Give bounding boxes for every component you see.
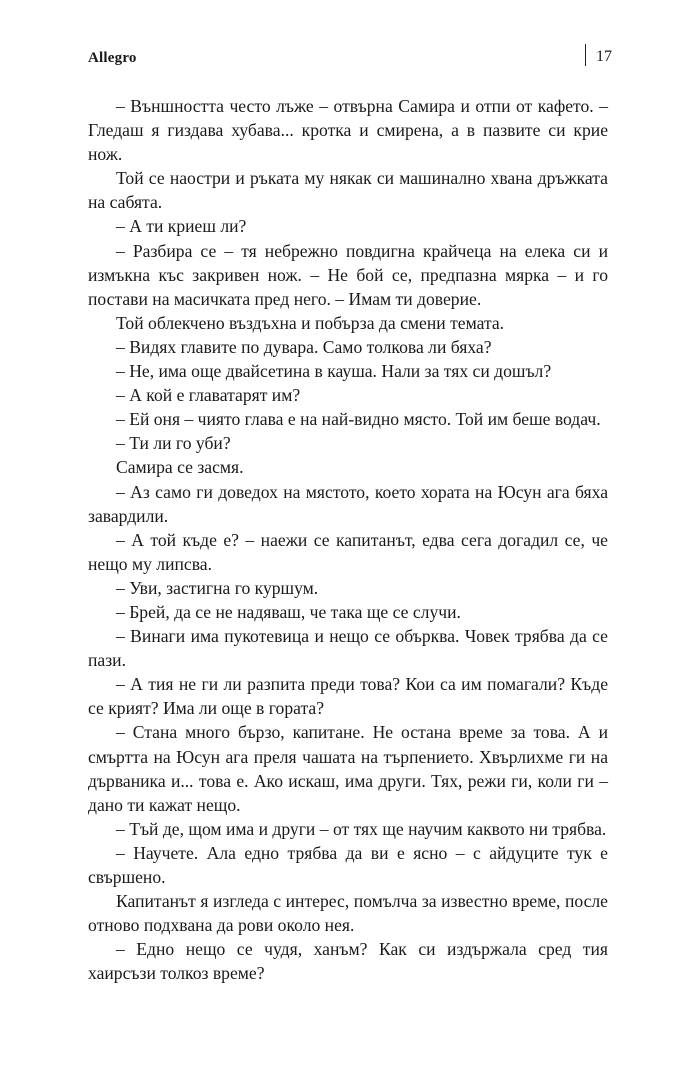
paragraph: Самира се засмя. (116, 457, 244, 478)
paragraph: – А кой е главатарят им? (116, 385, 301, 406)
paragraph: – Аз само ги доведох на мястото, което хората на Юсун ага бяха завардили. (88, 481, 608, 526)
paragraph: Той облекчено въздъхна и побърза да смени темата. (116, 312, 505, 333)
paragraph: Капитанът я изгледа с интерес, помълча за известно време, после отново подхвана да рови около нея. (88, 891, 608, 936)
paragraph: – Едно нещо се чудя, ханъм? Как си издържала сред тия хаирсъзи толкоз време? (88, 939, 608, 984)
paragraph: – А ти криеш ли? (116, 216, 247, 237)
paragraph: – Уви, застигна го куршум. (116, 577, 319, 598)
paragraph: – Тъй де, щом има и други – от тях ще научим каквото ни трябва. (116, 818, 607, 839)
paragraph: – Научете. Ала едно трябва да ви е ясно – с айдуците тук е свършено. (88, 842, 608, 887)
paragraph: – Стана много бързо, капитане. Не остана време за това. А и смъртта на Юсун ага преля чашата на търпението. Хвърлихме ги на дърваника и... това е. Ако искаш, има други. Тях, режи ги, коли ги – дано ти кажат нещо. (88, 722, 608, 815)
paragraph: – Ти ли го уби? (116, 433, 231, 454)
paragraph: – Брей, да се не надяваш, че така ще се случи. (116, 601, 461, 622)
paragraph: – Видях главите по дувара. Само толкова ли бяха? (116, 336, 492, 357)
page-number: 17 (596, 48, 612, 65)
running-header (88, 44, 612, 74)
paragraph: – Разбира се – тя небрежно повдигна крайчеца на елека си и измъкна къс закривен нож. – Не бой се, предпазна мярка – и го постави на масичката пред него. – Имам ти доверие. (88, 240, 608, 309)
header-divider (585, 44, 586, 66)
body-text (88, 94, 608, 985)
paragraph: – А тия не ги ли разпита преди това? Кои са им помагали? Къде се крият? Има ли още в гората? (88, 674, 608, 719)
paragraph: – Външността често лъже – отвърна Самира и отпи от кафето. – Гледаш я гиздава хубава... кротка и смирена, а в пазвите си крие нож. (88, 96, 608, 165)
paragraph: – А той къде е? – наежи се капитанът, едва сега догадил се, че нещо му липсва. (88, 529, 608, 574)
book-title: Allegro (88, 50, 137, 66)
paragraph: – Ей оня – чиято глава е на най-видно място. Той им беше водач. (116, 409, 601, 430)
paragraph: – Не, има още двайсетина в кауша. Нали за тях си дошъл? (116, 361, 552, 382)
paragraph: Той се наостри и ръката му някак си машинално хвана дръжката на сабята. (88, 168, 608, 213)
paragraph: – Винаги има пукотевица и нещо се обърква. Човек трябва да се пази. (88, 626, 608, 671)
